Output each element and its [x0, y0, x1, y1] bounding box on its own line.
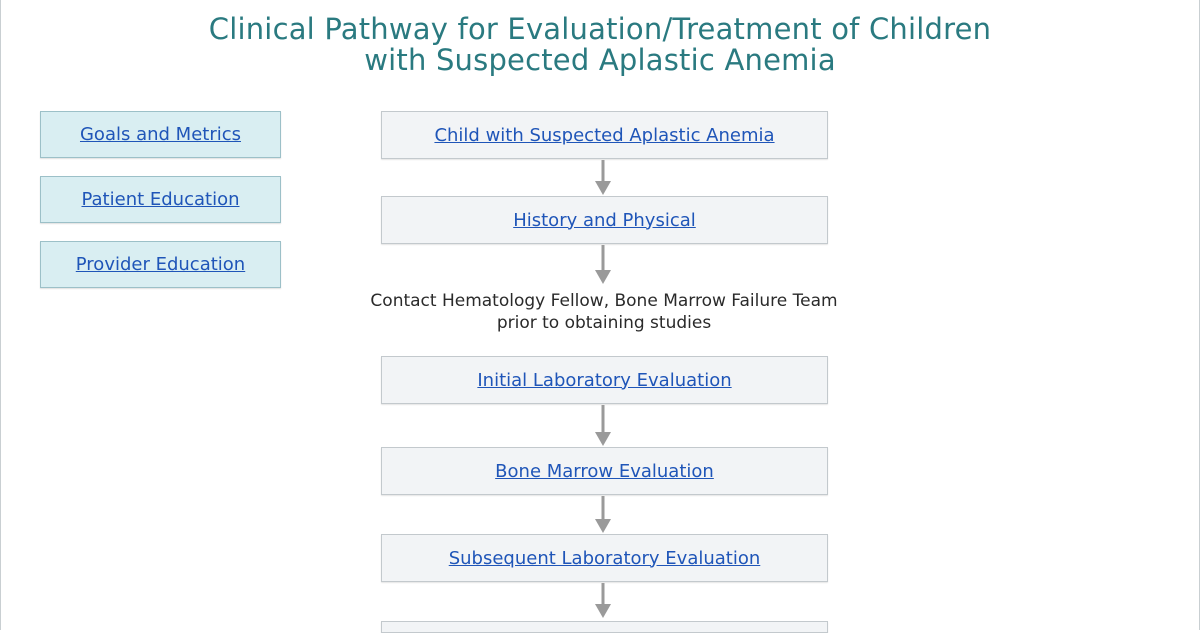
page-title-line-2: with Suspected Aplastic Anemia — [364, 43, 836, 77]
goals-and-metrics-button[interactable] — [40, 111, 281, 158]
pathway-step-link[interactable]: Initial Laboratory Evaluation — [477, 369, 732, 391]
provider-education-button[interactable] — [40, 241, 281, 288]
patient-education-button[interactable] — [40, 176, 281, 223]
page-title-line-1: Clinical Pathway for Evaluation/Treatment of Children — [208, 12, 992, 46]
pathway-step-bone-marrow-evaluation[interactable] — [381, 447, 828, 495]
page-border-left — [0, 0, 1, 630]
pathway-step-link[interactable]: Child with Suspected Aplastic Anemia — [434, 124, 775, 146]
pathway-step-link[interactable]: Bone Marrow Evaluation — [495, 460, 714, 482]
page-title — [0, 14, 1200, 76]
pathway-step-history-and-physical[interactable] — [381, 196, 828, 244]
provider-education-link[interactable]: Provider Education — [75, 254, 246, 275]
goals-and-metrics-link[interactable]: Goals and Metrics — [79, 124, 241, 145]
pathway-note-line-2: prior to obtaining studies — [496, 313, 712, 333]
pathway-step-suspected-aplastic-anemia[interactable] — [381, 111, 828, 159]
flow-arrow-icon — [594, 496, 612, 534]
pathway-step-next-partial[interactable] — [381, 621, 828, 633]
pathway-note — [300, 290, 908, 334]
flow-arrow-icon — [594, 583, 612, 619]
pathway-step-link[interactable]: History and Physical — [513, 209, 696, 231]
pathway-note-line-1: Contact Hematology Fellow, Bone Marrow Failure Team — [370, 291, 838, 311]
pathway-step-link[interactable]: Subsequent Laboratory Evaluation — [448, 547, 761, 569]
patient-education-link[interactable]: Patient Education — [81, 189, 240, 210]
flow-arrow-icon — [594, 405, 612, 447]
flow-arrow-icon — [594, 245, 612, 285]
flow-arrow-icon — [594, 160, 612, 196]
pathway-step-subsequent-laboratory-evaluation[interactable] — [381, 534, 828, 582]
pathway-step-initial-laboratory-evaluation[interactable] — [381, 356, 828, 404]
